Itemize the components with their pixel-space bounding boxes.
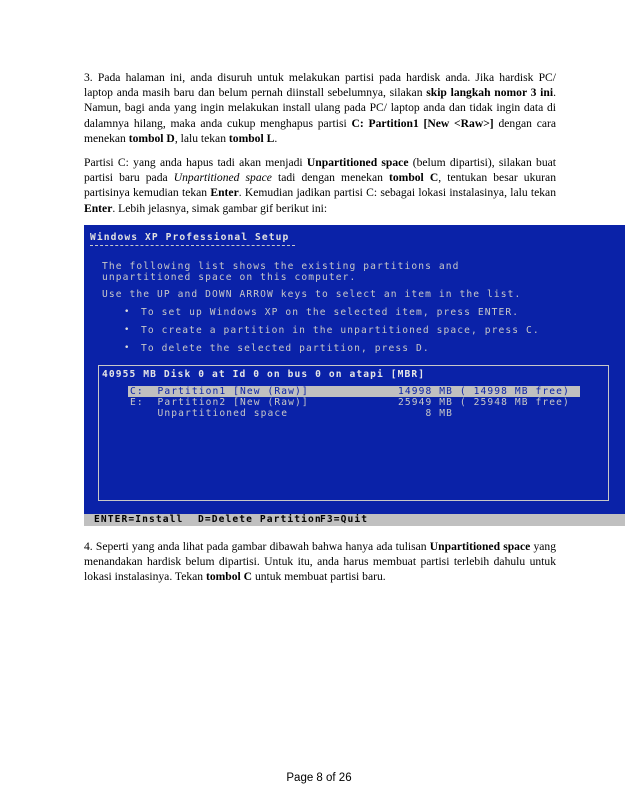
text-run: . [274, 131, 278, 145]
bold-run: Unpartitioned space [429, 540, 531, 553]
bold-run: tombol L [228, 131, 275, 145]
setup-title: Windows XP Professional Setup [90, 232, 290, 243]
option-delete: To delete the selected partition, press D. [141, 343, 430, 354]
bold-run: tombol C [205, 570, 253, 584]
bullet-icon: • [124, 307, 130, 317]
bullet-icon: • [124, 343, 130, 353]
text-run: yang menandakan hardisk belum dipartisi. Untuk itu, anda harus membuat partisi terlebih dahulu untuk lokasi instalasinya. Tekan [84, 540, 556, 584]
disk-header: 40955 MB Disk 0 at Id 0 on bus 0 on atapi [MBR] [102, 369, 426, 380]
intro-line-1: The following list shows the existing partitions and [102, 261, 460, 272]
partition-size: 8 MB [398, 408, 454, 419]
bold-run: Unpartitioned space [306, 156, 409, 169]
status-enter-install: ENTER=Install [94, 514, 184, 525]
bold-run: tombol D [128, 131, 175, 145]
bullet-icon: • [124, 325, 130, 335]
text-run: . Kemudian jadikan partisi C: sebagai lokasi instalasinya, lalu tekan [238, 186, 557, 200]
title-underline [90, 245, 295, 246]
bold-run: tombol C [389, 171, 439, 185]
text-run: 4. Seperti yang anda lihat pada gambar dibawah bahwa hanya ada tulisan [84, 540, 430, 553]
bold-run: Enter [84, 201, 113, 215]
status-bar [84, 514, 625, 526]
text-run: , lalu tekan [174, 131, 229, 145]
text-run: dengan cara menekan [84, 116, 557, 145]
text-run: , tentukan besar ukuran partisinya kemudian tekan [84, 171, 556, 200]
text-run: 3. Pada halaman ini, anda disuruh untuk melakukan partisi pada hardisk anda. Jika hardisk PC/ laptop anda masih baru dan belum pernah diinstall sebelumnya, silakan [84, 71, 556, 100]
partition-name: E: Partition2 [New (Raw)] [130, 397, 309, 408]
option-install: To set up Windows XP on the selected item, press ENTER. [141, 307, 520, 318]
page-footer: Page 8 of 26 [286, 772, 352, 784]
xp-setup-screenshot [84, 225, 625, 526]
bold-run: Enter [210, 186, 239, 200]
status-delete-partition: D=Delete Partition [198, 514, 322, 525]
text-run: . Namun, bagi anda yang ingin melakukan install ulang pada PC/ laptop anda dan tidak ingin data di dalamnya hilang, maka anda cukup menghapus partisi [84, 86, 556, 130]
partition-paragraph [84, 155, 556, 216]
partition-name: Unpartitioned space [130, 408, 289, 419]
partition-row-selected[interactable] [128, 386, 580, 397]
step3-paragraph [84, 70, 556, 146]
text-run: untuk membuat partisi baru. [252, 570, 386, 584]
bold-run: C: Partition1 [New <Raw>] [351, 116, 494, 130]
text-run: Partisi C: yang anda hapus tadi akan menjadi [84, 156, 307, 169]
partition-name: C: Partition1 [New (Raw)] [130, 386, 309, 397]
text-run: . Lebih jelasnya, simak gambar gif berikut ini: [112, 201, 328, 215]
navigation-hint: Use the UP and DOWN ARROW keys to select an item in the list. [102, 289, 522, 300]
partition-size: 14998 MB ( 14998 MB free) [398, 386, 570, 397]
italic-run: Unpartitioned space [173, 171, 272, 185]
partition-row[interactable] [128, 397, 580, 408]
text-run: (belum dipartisi), silakan buat partisi baru pada [84, 156, 556, 185]
status-quit: F3=Quit [320, 514, 369, 525]
option-create: To create a partition in the unpartitioned space, press C. [141, 325, 540, 336]
partition-size: 25949 MB ( 25948 MB free) [398, 397, 570, 408]
bold-run: skip langkah nomor 3 ini [426, 86, 554, 100]
text-run: tadi dengan menekan [271, 171, 389, 185]
partition-row[interactable] [128, 408, 580, 419]
intro-line-2: unpartitioned space on this computer. [102, 272, 357, 283]
step4-paragraph [84, 539, 556, 585]
